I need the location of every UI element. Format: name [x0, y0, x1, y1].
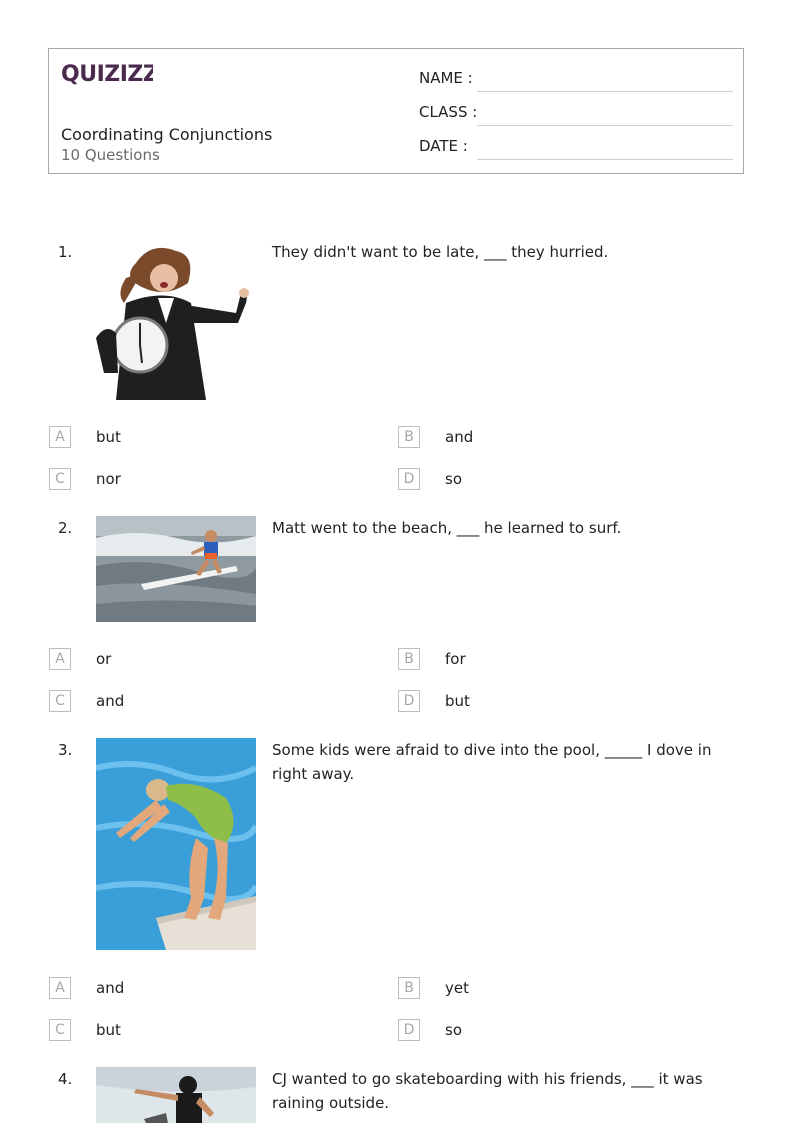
option-letter-a[interactable]: A: [49, 426, 71, 448]
worksheet-header: [48, 48, 744, 174]
date-line[interactable]: [477, 159, 733, 160]
option-letter-c[interactable]: C: [49, 1019, 71, 1041]
question-number: 3.: [58, 741, 73, 759]
option-text[interactable]: nor: [96, 470, 121, 488]
question-number: 1.: [58, 243, 73, 261]
question-text: Some kids were afraid to dive into the pool, _____ I dove in right away.: [272, 741, 712, 783]
option-letter-d[interactable]: D: [398, 690, 420, 712]
question-number: 2.: [58, 519, 73, 537]
class-line[interactable]: [477, 125, 733, 126]
question-number: 4.: [58, 1070, 73, 1088]
option-letter-c[interactable]: C: [49, 690, 71, 712]
option-letter-b[interactable]: B: [398, 648, 420, 670]
option-letter-d[interactable]: D: [398, 468, 420, 490]
option-text[interactable]: so: [445, 470, 462, 488]
option-text[interactable]: and: [96, 979, 125, 997]
option-text[interactable]: but: [96, 428, 121, 446]
question-count: 10 Questions: [61, 146, 160, 164]
date-label: DATE :: [419, 137, 468, 155]
option-letter-a[interactable]: A: [49, 977, 71, 999]
question-text: CJ wanted to go skateboarding with his friends, ___ it was raining outside.: [272, 1070, 703, 1112]
option-letter-b[interactable]: B: [398, 977, 420, 999]
worksheet-title: Coordinating Conjunctions: [61, 125, 273, 144]
svg-text:QUIZIZZ: QUIZIZZ: [61, 62, 153, 87]
girl-diving-into-pool-image: [96, 738, 256, 950]
question-text: They didn't want to be late, ___ they hurried.: [272, 243, 609, 261]
quizizz-logo: [61, 59, 153, 87]
option-text[interactable]: but: [96, 1021, 121, 1039]
option-text[interactable]: yet: [445, 979, 469, 997]
option-text[interactable]: or: [96, 650, 112, 668]
boy-skateboarding-image: [96, 1067, 256, 1123]
option-text[interactable]: so: [445, 1021, 462, 1039]
class-label: CLASS :: [419, 103, 478, 121]
name-line[interactable]: [477, 91, 733, 92]
woman-running-with-clock-image: [96, 243, 256, 400]
option-letter-d[interactable]: D: [398, 1019, 420, 1041]
question-text: Matt went to the beach, ___ he learned to surf.: [272, 519, 622, 537]
boy-surfing-image: [96, 516, 256, 622]
option-letter-c[interactable]: C: [49, 468, 71, 490]
option-text[interactable]: and: [96, 692, 125, 710]
option-text[interactable]: and: [445, 428, 474, 446]
option-text[interactable]: but: [445, 692, 470, 710]
option-text[interactable]: for: [445, 650, 466, 668]
option-letter-b[interactable]: B: [398, 426, 420, 448]
name-label: NAME :: [419, 69, 473, 87]
option-letter-a[interactable]: A: [49, 648, 71, 670]
